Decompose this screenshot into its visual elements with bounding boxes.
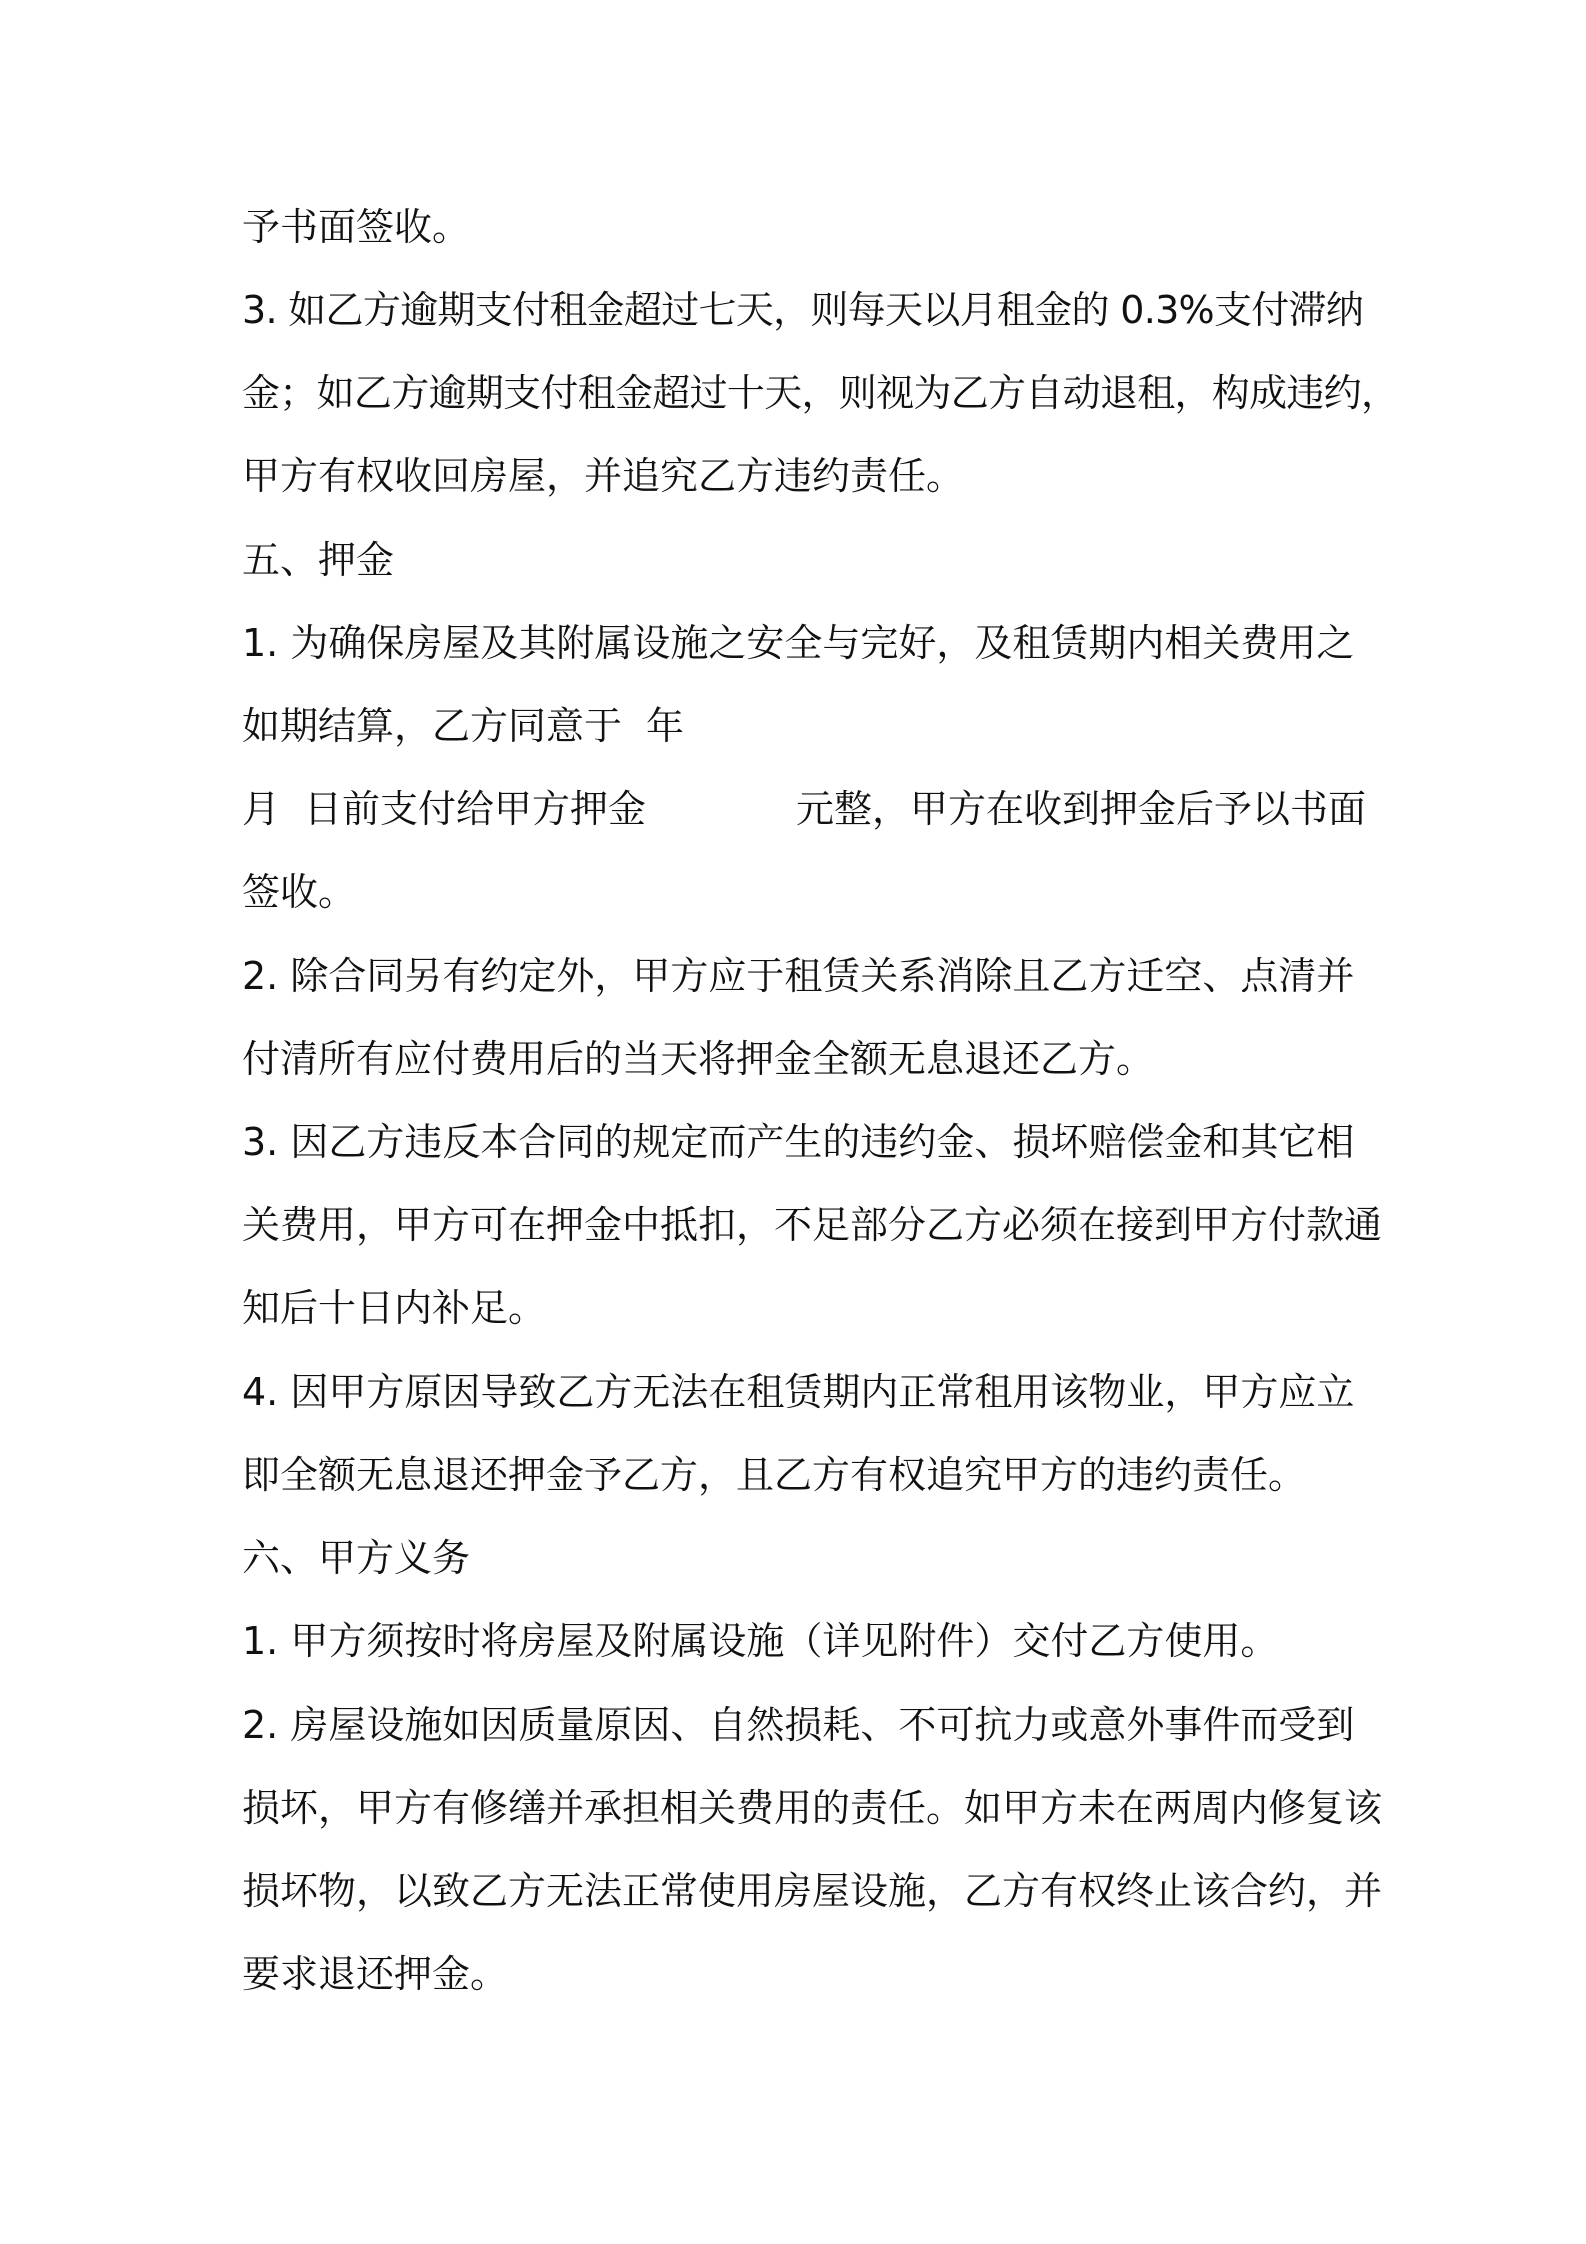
text-line-21: 损坏物，以致乙方无法正常使用房屋设施，乙方有权终止该合约，并 <box>242 1869 1383 1913</box>
text-line-1: 予书面签收。 <box>242 205 471 249</box>
text-line-7 <box>242 701 684 751</box>
text-line-14: 知后十日内补足。 <box>242 1286 547 1330</box>
text-line-13: 关费用，甲方可在押金中抵扣，不足部分乙方必须在接到甲方付款通 <box>242 1203 1383 1247</box>
deposit-date-text: 日前支付给甲方押金 <box>304 787 647 831</box>
section-heading-landlord-duties: 六、甲方义务 <box>242 1536 471 1580</box>
text-line-16: 即全额无息退还押金予乙方，且乙方有权追究甲方的违约责任。 <box>242 1453 1307 1497</box>
section-heading-deposit: 五、押金 <box>242 538 395 582</box>
text-line-2: 3. 如乙方逾期支付租金超过七天，则每天以月租金的 0.3%支付滞纳 <box>242 288 1364 332</box>
text-line-3: 金；如乙方逾期支付租金超过十天，则视为乙方自动退租，构成违约， <box>242 371 1399 415</box>
text-line-12: 3. 因乙方违反本合同的规定而产生的违约金、损坏赔偿金和其它相 <box>242 1120 1355 1164</box>
deposit-agreement-text: 如期结算，乙方同意于 <box>242 704 623 748</box>
text-line-22: 要求退还押金。 <box>242 1952 509 1996</box>
text-line-8 <box>242 784 1366 834</box>
text-line-9: 签收。 <box>242 870 357 914</box>
deposit-amount-text: 元整，甲方在收到押金后予以书面 <box>796 787 1367 831</box>
month-label: 月 <box>242 787 281 831</box>
text-line-6: 1. 为确保房屋及其附属设施之安全与完好，及租赁期内相关费用之 <box>242 621 1355 665</box>
text-line-4: 甲方有权收回房屋，并追究乙方违约责任。 <box>242 454 965 498</box>
text-line-11: 付清所有应付费用后的当天将押金全额无息退还乙方。 <box>242 1037 1155 1081</box>
year-label: 年 <box>646 704 685 748</box>
text-line-10: 2. 除合同另有约定外，甲方应于租赁关系消除且乙方迁空、点清并 <box>242 954 1355 998</box>
text-line-18: 1. 甲方须按时将房屋及附属设施（详见附件）交付乙方使用。 <box>242 1619 1279 1663</box>
text-line-20: 损坏，甲方有修缮并承担相关费用的责任。如甲方未在两周内修复该 <box>242 1786 1383 1830</box>
text-line-19: 2. 房屋设施如因质量原因、自然损耗、不可抗力或意外事件而受到 <box>242 1703 1355 1747</box>
text-line-15: 4. 因甲方原因导致乙方无法在租赁期内正常租用该物业，甲方应立 <box>242 1370 1355 1414</box>
